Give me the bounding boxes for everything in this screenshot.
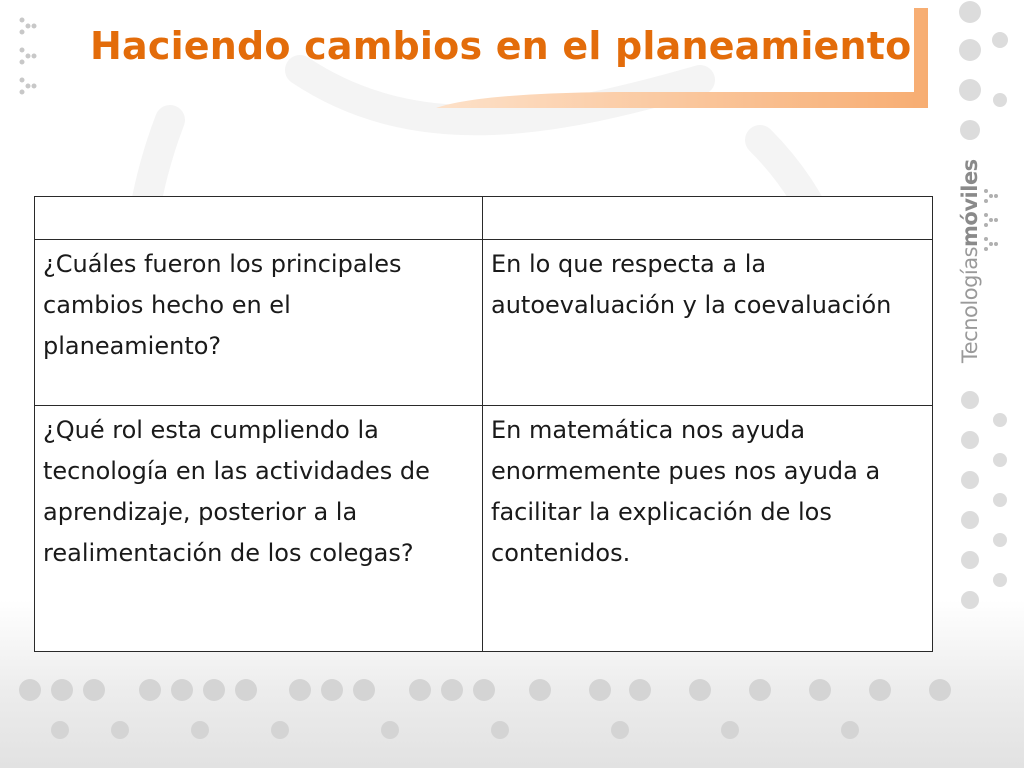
answer-cell: En lo que respecta a la autoevaluación y la coevaluación: [483, 240, 933, 406]
brand-text-part1: Tecnologías: [958, 246, 982, 363]
question-cell: ¿Qué rol esta cumpliendo la tecnología en las actividades de aprendizaje, posterior a la realimentación de los colegas?: [35, 406, 483, 652]
table-row: [35, 406, 933, 652]
right-dots-decoration: [950, 0, 1024, 768]
table-header-row: [35, 197, 933, 240]
table-header-cell: [35, 197, 483, 240]
slide-title: Haciendo cambios en el planeamiento: [90, 24, 912, 68]
answer-cell: En matemática nos ayuda enormemente pues nos ayuda a facilitar la explicación de los contenidos.: [483, 406, 933, 652]
planning-table: [34, 196, 933, 652]
table-header-cell: [483, 197, 933, 240]
brand-text-part2: móviles: [958, 159, 982, 247]
bottom-dots-decoration: [0, 660, 1024, 768]
brand-logo: [948, 159, 1008, 365]
question-cell: ¿Cuáles fueron los principales cambios hecho en el planeamiento?: [35, 240, 483, 406]
left-arrows-decoration: [14, 14, 44, 104]
table-row: [35, 240, 933, 406]
brand-arrows-icon: [982, 185, 1002, 255]
